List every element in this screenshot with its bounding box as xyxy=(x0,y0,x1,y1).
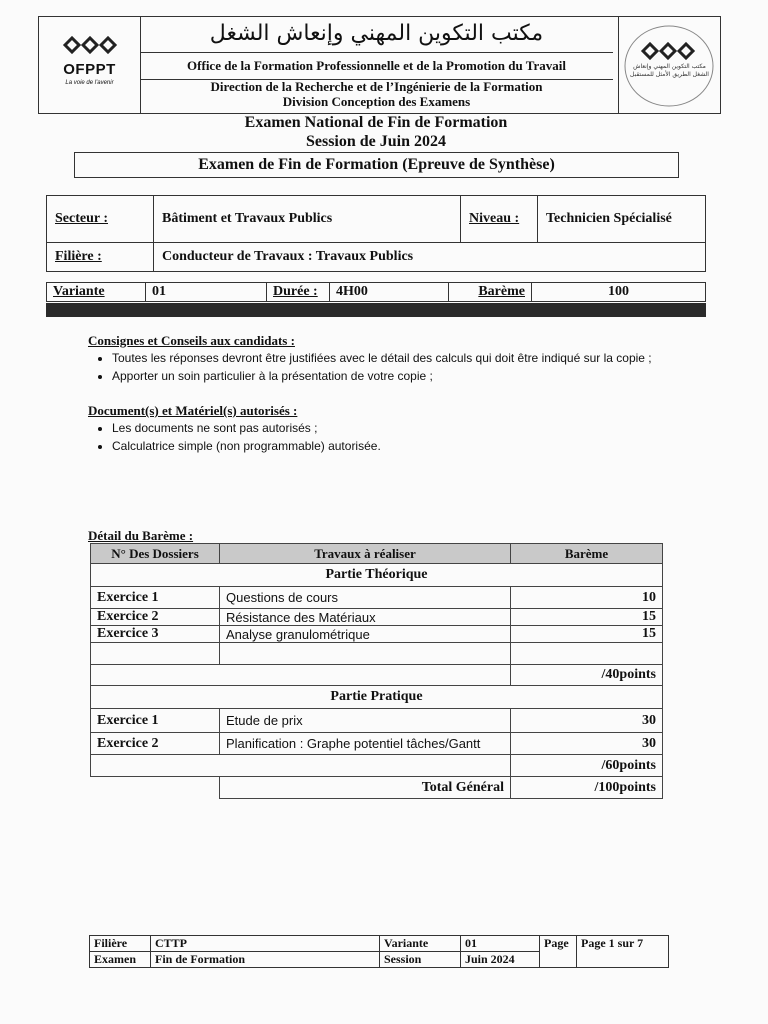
division-name: Division Conception des Examens xyxy=(282,94,471,109)
footer-filiere-label: Filière xyxy=(90,936,151,952)
exam-subtitle: Examen de Fin de Formation (Epreuve de Synthèse) xyxy=(74,152,679,178)
niveau-value: Technicien Spécialisé xyxy=(538,196,706,243)
bareme-value: 100 xyxy=(532,283,706,302)
logo-text: OFPPT xyxy=(63,61,116,78)
footer-examen-label: Examen xyxy=(90,952,151,968)
consigne-item: • Apporter un soin particulier à la présentation de votre copie ; xyxy=(112,367,718,385)
secteur-label: Secteur : xyxy=(47,196,154,243)
exercise-work: Analyse granulométrique xyxy=(220,626,511,643)
table-row-empty xyxy=(91,643,663,665)
footer-filiere-value: CTTP xyxy=(151,936,380,952)
bareme-title: Détail du Barème : xyxy=(88,528,194,543)
exam-title: Examen National de Fin de Formation xyxy=(244,114,508,131)
documents-title: Document(s) et Matériel(s) autorisés : xyxy=(88,403,298,418)
consignes-section xyxy=(88,333,718,385)
logo-tagline: La voie de l'avenir xyxy=(65,80,114,86)
footer-variante-label: Variante xyxy=(380,936,461,952)
consignes-title: Consignes et Conseils aux candidats : xyxy=(88,333,295,348)
theory-subtotal: /40points xyxy=(511,665,663,686)
documents-section xyxy=(88,403,718,455)
exercise-label: Exercice 3 xyxy=(91,626,220,643)
duree-label: Durée : xyxy=(267,283,330,302)
variante-value: 01 xyxy=(146,283,267,302)
exercise-work: Planification : Graphe potentiel tâches/Gantt xyxy=(220,733,511,755)
exam-session: Session de Juin 2024 xyxy=(305,133,447,150)
partie-pratique-heading: Partie Pratique xyxy=(91,686,663,709)
total-value: /100points xyxy=(511,777,663,799)
document-item: • Calculatrice simple (non programmable) autorisée. xyxy=(112,437,718,455)
total-label: Total Général xyxy=(220,777,511,799)
logo-arabic-text: مكتب التكوين المهني وإنعاش الشغل الطريق الأمثل للمستقبل xyxy=(630,63,709,78)
niveau-label: Niveau : xyxy=(461,196,538,243)
exercise-work: Etude de prix xyxy=(220,709,511,733)
bareme-label: Barème xyxy=(449,283,532,302)
ofppt-logo-right xyxy=(618,17,720,113)
document-item: • Les documents ne sont pas autorisés ; xyxy=(112,419,718,437)
table-row xyxy=(91,626,663,643)
partie-theorique-heading: Partie Théorique xyxy=(91,564,663,587)
col-header-bareme: Barème xyxy=(511,544,663,564)
variant-table xyxy=(46,282,706,302)
office-name: Office de la Formation Professionnelle et de la Promotion du Travail xyxy=(140,52,613,80)
exam-info-table xyxy=(46,195,706,272)
exercise-points: 15 xyxy=(511,609,663,626)
duree-value: 4H00 xyxy=(330,283,449,302)
consignes-list xyxy=(88,349,718,385)
table-row xyxy=(91,587,663,609)
variant-row-shadow xyxy=(46,303,706,317)
footer-variante-value: 01 xyxy=(461,936,540,952)
exercise-points: 10 xyxy=(511,587,663,609)
footer-session-value: Juin 2024 xyxy=(461,952,540,968)
exercise-label: Exercice 2 xyxy=(91,609,220,626)
exercise-points: 30 xyxy=(511,733,663,755)
footer-page-value: Page 1 sur 7 xyxy=(577,936,669,968)
exercise-work: Questions de cours xyxy=(220,587,511,609)
footer-table xyxy=(89,935,669,968)
header-arabic-title: مكتب التكوين المهني وإنعاش الشغل xyxy=(209,21,544,46)
exercise-label: Exercice 1 xyxy=(91,709,220,733)
exercise-label: Exercice 2 xyxy=(91,733,220,755)
exercise-work: Résistance des Matériaux xyxy=(220,609,511,626)
documents-list xyxy=(88,419,718,455)
ofppt-emblem-icon xyxy=(61,31,119,59)
exercise-points: 30 xyxy=(511,709,663,733)
secteur-value: Bâtiment et Travaux Publics xyxy=(154,196,461,243)
exercise-label: Exercice 1 xyxy=(91,587,220,609)
filiere-value: Conducteur de Travaux : Travaux Publics xyxy=(154,243,706,272)
table-row xyxy=(91,709,663,733)
table-row xyxy=(91,609,663,626)
footer-page-label: Page xyxy=(540,936,577,968)
direction-name: Direction de la Recherche et de l’Ingénierie de la Formation xyxy=(210,79,543,94)
col-header-travaux: Travaux à réaliser xyxy=(220,544,511,564)
consigne-item: • Toutes les réponses devront être justifiées avec le détail des calculs qui doit être indiqué sur la copie ; xyxy=(112,349,718,367)
variante-label: Variante xyxy=(47,283,146,302)
practice-subtotal: /60points xyxy=(511,755,663,777)
col-header-dossiers: N° Des Dossiers xyxy=(91,544,220,564)
footer-session-label: Session xyxy=(380,952,461,968)
ofppt-logo-left xyxy=(39,17,141,113)
bareme-table xyxy=(90,543,663,799)
filiere-label: Filière : xyxy=(47,243,154,272)
table-row xyxy=(91,733,663,755)
footer-examen-value: Fin de Formation xyxy=(151,952,380,968)
exercise-points: 15 xyxy=(511,626,663,643)
